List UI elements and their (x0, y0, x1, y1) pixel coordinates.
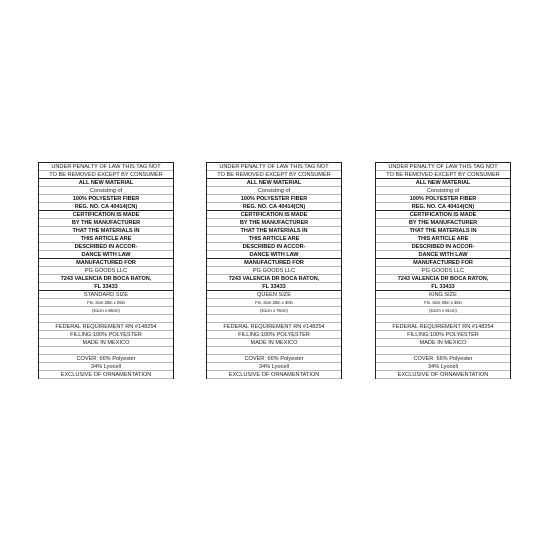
penalty-line-2: TO BE REMOVED EXCEPT BY CONSUMER (39, 171, 173, 179)
registration-number: REG. NO. CA 40414(CN) (39, 203, 173, 211)
federal-requirement: FEDERAL REQUIREMENT RN #148254 (207, 323, 341, 331)
fiber-content: 100% POLYESTER FIBER (39, 195, 173, 203)
penalty-line-2: TO BE REMOVED EXCEPT BY CONSUMER (376, 171, 510, 179)
finished-size: Fin. Size 20in x 36in (376, 299, 510, 307)
registration-number: REG. NO. CA 40414(CN) (207, 203, 341, 211)
made-in: MADE IN MEXICO (376, 339, 510, 347)
cover-content: COVER: 66% Polyester (39, 355, 173, 363)
certification-line-5: DESCRIBED IN ACCOR- (376, 243, 510, 251)
cover-content: COVER: 66% Polyester (376, 355, 510, 363)
material-title: ALL NEW MATERIAL (376, 179, 510, 187)
certification-line-6: DANCE WITH LAW (39, 251, 173, 259)
material-title: ALL NEW MATERIAL (207, 179, 341, 187)
metric-size: (51cm x 91cm) (376, 307, 510, 315)
consisting-of: Consisting of (376, 187, 510, 195)
certification-line-3: THAT THE MATERIALS IN (39, 227, 173, 235)
registration-number: REG. NO. CA 40414(CN) (376, 203, 510, 211)
law-tag-standard (38, 162, 174, 379)
filling-content: FILLING:100% POLYESTER (207, 331, 341, 339)
made-in: MADE IN MEXICO (207, 339, 341, 347)
consisting-of: Consisting of (207, 187, 341, 195)
spacer (207, 347, 341, 355)
company-state-zip: FL 33433 (39, 283, 173, 291)
size-name: QUEEN SIZE (207, 291, 341, 299)
certification-line-3: THAT THE MATERIALS IN (376, 227, 510, 235)
lyocell-content: 34% Lyocell (207, 363, 341, 371)
penalty-line-1: UNDER PENALTY OF LAW THIS TAG NOT (39, 163, 173, 171)
certification-line-6: DANCE WITH LAW (207, 251, 341, 259)
law-tag-king (375, 162, 511, 379)
company-name: PG GOODS LLC (39, 267, 173, 275)
exclusive-of-ornamentation: EXCLUSIVE OF ORNAMENTATION (39, 371, 173, 379)
certification-line-4: THIS ARTICLE ARE (207, 235, 341, 243)
manufactured-for: MANUFACTURED FOR (39, 259, 173, 267)
certification-line-4: THIS ARTICLE ARE (376, 235, 510, 243)
exclusive-of-ornamentation: EXCLUSIVE OF ORNAMENTATION (376, 371, 510, 379)
metric-size: (51cm x 66cm) (39, 307, 173, 315)
company-name: PG GOODS LLC (376, 267, 510, 275)
company-state-zip: FL 33433 (207, 283, 341, 291)
made-in: MADE IN MEXICO (39, 339, 173, 347)
federal-requirement: FEDERAL REQUIREMENT RN #148254 (39, 323, 173, 331)
penalty-line-1: UNDER PENALTY OF LAW THIS TAG NOT (376, 163, 510, 171)
certification-line-4: THIS ARTICLE ARE (39, 235, 173, 243)
filling-content: FILLING:100% POLYESTER (39, 331, 173, 339)
company-state-zip: FL 33433 (376, 283, 510, 291)
certification-line-3: THAT THE MATERIALS IN (207, 227, 341, 235)
company-address: 7243 VALENCIA DR BOCA RATON, (39, 275, 173, 283)
certification-line-2: BY THE MANUFACTURER (207, 219, 341, 227)
material-title: ALL NEW MATERIAL (39, 179, 173, 187)
spacer (207, 315, 341, 323)
spacer (39, 315, 173, 323)
manufactured-for: MANUFACTURED FOR (376, 259, 510, 267)
filling-content: FILLING:100% POLYESTER (376, 331, 510, 339)
certification-line-1: CERTIFICATION IS MADE (207, 211, 341, 219)
lyocell-content: 34% Lyocell (39, 363, 173, 371)
lyocell-content: 34% Lyocell (376, 363, 510, 371)
penalty-line-2: TO BE REMOVED EXCEPT BY CONSUMER (207, 171, 341, 179)
fiber-content: 100% POLYESTER FIBER (207, 195, 341, 203)
spacer (39, 347, 173, 355)
finished-size: Fin. Size 20in x 26in (39, 299, 173, 307)
metric-size: (51cm x 76cm) (207, 307, 341, 315)
finished-size: Fin. Size 20in x 30in (207, 299, 341, 307)
certification-line-5: DESCRIBED IN ACCOR- (207, 243, 341, 251)
consisting-of: Consisting of (39, 187, 173, 195)
certification-line-2: BY THE MANUFACTURER (39, 219, 173, 227)
spacer (376, 347, 510, 355)
manufactured-for: MANUFACTURED FOR (207, 259, 341, 267)
company-address: 7243 VALENCIA DR BOCA RATON, (376, 275, 510, 283)
certification-line-5: DESCRIBED IN ACCOR- (39, 243, 173, 251)
company-name: PG GOODS LLC (207, 267, 341, 275)
fiber-content: 100% POLYESTER FIBER (376, 195, 510, 203)
penalty-line-1: UNDER PENALTY OF LAW THIS TAG NOT (207, 163, 341, 171)
certification-line-2: BY THE MANUFACTURER (376, 219, 510, 227)
certification-line-1: CERTIFICATION IS MADE (39, 211, 173, 219)
size-name: KING SIZE (376, 291, 510, 299)
federal-requirement: FEDERAL REQUIREMENT RN #148254 (376, 323, 510, 331)
spacer (376, 315, 510, 323)
size-name: STANDARD SIZE (39, 291, 173, 299)
certification-line-6: DANCE WITH LAW (376, 251, 510, 259)
certification-line-1: CERTIFICATION IS MADE (376, 211, 510, 219)
company-address: 7243 VALENCIA DR BOCA RATON, (207, 275, 341, 283)
exclusive-of-ornamentation: EXCLUSIVE OF ORNAMENTATION (207, 371, 341, 379)
law-tag-queen (206, 162, 342, 379)
cover-content: COVER: 66% Polyester (207, 355, 341, 363)
